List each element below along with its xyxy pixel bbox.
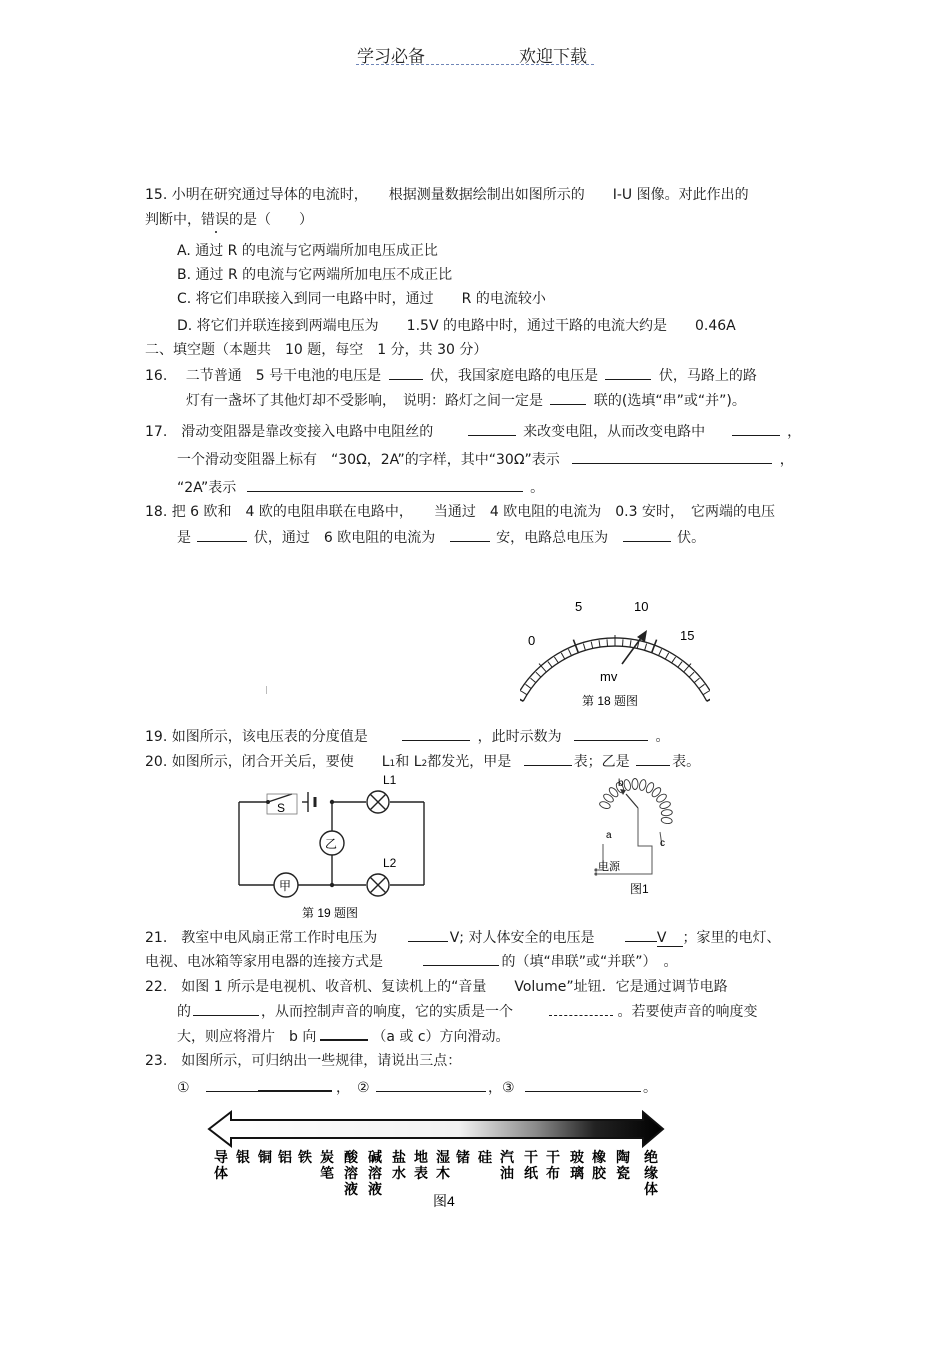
meter-tick	[521, 691, 527, 695]
meter-label-0: 0	[528, 633, 536, 648]
slider-b-icon	[626, 794, 638, 808]
meter-tick	[561, 653, 564, 659]
q17-blank-2[interactable]	[732, 422, 780, 436]
lamp-l2-icon	[367, 874, 389, 896]
q16-text-c: 伏，马路上的路	[658, 368, 757, 384]
coil-segment	[661, 809, 673, 816]
q21-text-d: 电视、电冰箱等家用电器的连接方式是	[145, 954, 383, 970]
material-label: 锗	[456, 1149, 470, 1165]
circuit-diagram	[230, 770, 440, 925]
q23-text-end: 。	[643, 1080, 658, 1096]
q20-blank-2[interactable]	[636, 752, 670, 766]
q21-text-e: 的（填“串联”或“并联”） 。	[501, 954, 678, 970]
q17-text-a: 17. 滑动变阻器是靠改变接入电路中电阻丝的	[145, 424, 434, 440]
fig1-caption: 图1	[630, 882, 649, 896]
q15-line2-c: 的是（ ）	[229, 212, 313, 228]
q17-blank-4[interactable]	[247, 478, 523, 492]
q23-line2	[177, 1077, 657, 1097]
q16-blank-2[interactable]	[605, 366, 651, 380]
q18-text-a: 是	[177, 530, 191, 546]
meter-yi-label: 乙	[325, 837, 338, 851]
q17-line3	[177, 478, 544, 497]
q22-blank-2[interactable]	[549, 1002, 613, 1016]
meter-unit: mv	[600, 669, 618, 684]
q18-text-d: 伏。	[677, 530, 706, 546]
meter-tick	[536, 672, 541, 677]
q15-option-d: D. 将它们并联连接到两端电压为 1.5V 的电路中时，通过干路的电流大约是 0.46A	[177, 318, 736, 334]
meter-tick	[526, 684, 532, 688]
q18-line2	[177, 528, 705, 547]
meter-jia-label: 甲	[279, 879, 292, 893]
meter-tick	[531, 678, 536, 683]
coil-segment	[638, 779, 646, 791]
meter-tick	[607, 639, 608, 646]
q22-line1: 22. 如图 1 所示是电视机、收音机、复读机上的“音量 Volume”址钮．它是通过调节电路	[145, 979, 728, 995]
meter-tick	[548, 662, 552, 668]
junction-top	[330, 800, 334, 804]
coil-segment	[632, 779, 638, 790]
junction-bottom	[330, 883, 334, 887]
switch-pivot	[266, 800, 270, 804]
q22-text-c: 。若要使声音的响度变	[617, 1004, 758, 1020]
q23-line1: 23. 如图所示，可归纳出一些规律，请说出三点：	[145, 1053, 462, 1069]
terminal-a-label: a	[606, 830, 612, 841]
material-label: 干纸	[524, 1149, 538, 1181]
q20-sub-2: 2	[421, 759, 428, 769]
material-labels	[214, 1149, 658, 1197]
q20-text-e: 表。	[672, 754, 701, 770]
q16-text-a: 16. 二节普通 5 号干电池的电压是	[145, 368, 382, 384]
q18-text-c: 安，电路总电压为	[496, 530, 609, 546]
q17-blank-1[interactable]	[468, 422, 516, 436]
meter-tick	[672, 657, 676, 663]
q22-line2	[177, 1002, 757, 1021]
meter-tick	[568, 649, 571, 655]
material-label: 导体	[214, 1149, 228, 1181]
potentiometer-figure	[590, 772, 700, 902]
q19-text-c: 。	[655, 729, 670, 745]
material-label: 玻璃	[570, 1149, 584, 1181]
q17-text-g: 。	[530, 480, 545, 496]
meter-tick	[630, 640, 631, 647]
material-label: 橡胶	[592, 1149, 606, 1181]
voltmeter-figure	[520, 590, 710, 720]
scan-mark	[266, 686, 267, 694]
q16-blank-3[interactable]	[550, 391, 586, 405]
q19-blank-2[interactable]	[574, 727, 648, 741]
q17-text-c: ，	[787, 424, 802, 440]
circuit-caption: 第 19 题图	[302, 906, 359, 920]
q22-text-a: 的	[177, 1004, 191, 1020]
q17-text-b: 来改变电阻，从而改变电路中	[523, 424, 706, 440]
q23-blank-1b[interactable]	[258, 1077, 332, 1092]
q19-blank-1[interactable]	[402, 727, 470, 741]
header-left: 学习必备	[357, 47, 425, 67]
material-label: 汽油	[500, 1149, 514, 1181]
q23-circle-3: ，③	[488, 1080, 515, 1096]
q19-text-a: 19. 如图所示，该电压表的分度值是	[145, 729, 368, 745]
q16-line1	[145, 366, 757, 385]
q20-blank-1[interactable]	[524, 752, 572, 766]
q22-blank-3[interactable]	[320, 1026, 368, 1041]
q23-blank-1a[interactable]	[206, 1078, 258, 1092]
battery-icon	[308, 792, 315, 812]
material-label: 绝缘体	[644, 1149, 658, 1197]
q15-line2	[145, 211, 313, 229]
meter-tick	[554, 657, 558, 663]
q17-text-f: “2A”表示	[177, 480, 237, 496]
q18-line1: 18. 把 6 欧和 4 欧的电阻串联在电路中， 当通过 4 欧电阻的电流为 0.3 安时， 它两端的电压	[145, 504, 775, 520]
q17-line1	[145, 422, 801, 441]
q16-blank-1[interactable]	[389, 366, 423, 380]
material-label: 铝	[278, 1149, 292, 1165]
q21-unit-v: V	[657, 930, 683, 947]
q23-circle-2: ， ②	[336, 1080, 370, 1096]
q18-blank-1[interactable]	[197, 528, 247, 542]
material-label: 碱溶液	[368, 1149, 382, 1197]
q15-option-c: C. 将它们串联接入到同一电路中时，通过 R 的电流较小	[177, 291, 546, 307]
q21-text-c: ；家里的电灯、	[682, 930, 781, 946]
meter-tick	[645, 644, 647, 651]
q21-text-a: 21. 教室中电风扇正常工作时电压为	[145, 930, 378, 946]
meter-tick	[665, 653, 668, 659]
meter-tick	[689, 672, 694, 677]
meter-tick	[520, 695, 523, 702]
q22-line3	[177, 1026, 510, 1046]
q20-text-d: 表；乙是	[573, 754, 630, 770]
meter-tick	[678, 662, 682, 668]
q21-text-b: V; 对人体安全的电压是	[449, 930, 595, 946]
material-label: 硅	[478, 1149, 492, 1165]
meter-tick	[591, 642, 593, 649]
q18-blank-3[interactable]	[623, 528, 671, 542]
q15-line1: 15. 小明在研究通过导体的电流时， 根据测量数据绘制出如图所示的 I-U 图像。对此作出的	[145, 187, 749, 203]
q15-option-b: B. 通过 R 的电流与它两端所加电压不成正比	[177, 267, 453, 283]
q21-blank-2[interactable]	[625, 928, 657, 942]
terminal-b-label: b	[618, 778, 624, 789]
coil-segment	[661, 817, 673, 824]
material-label: 湿木	[436, 1149, 450, 1181]
section-2-title: 二、填空题（本题共 10 题，每空 1 分，共 30 分）	[145, 342, 488, 358]
q17-text-e: ，	[779, 452, 794, 468]
q21-line2	[145, 952, 677, 971]
q23-blank-3[interactable]	[525, 1078, 641, 1092]
q21-blank-1[interactable]	[408, 928, 448, 942]
q22-text-b: ，从而控制声音的响度，它的实质是一个	[261, 1004, 513, 1020]
terminal-c-label: c	[660, 838, 665, 849]
meter-label-5: 5	[575, 599, 583, 614]
lamp-l1-icon	[367, 791, 389, 813]
meter-tick	[703, 691, 709, 695]
material-label: 铜	[258, 1149, 272, 1165]
q15-emphasis: 错误	[201, 212, 229, 228]
meter-tick	[599, 640, 600, 647]
material-label: 酸溶液	[344, 1149, 358, 1197]
q17-line2	[177, 450, 794, 469]
meter-tick	[707, 695, 710, 702]
meter-tick	[583, 644, 585, 651]
q21-line1	[145, 928, 781, 947]
material-label: 银	[236, 1149, 250, 1165]
meter-label-15: 15	[680, 628, 695, 643]
q23-blank-2[interactable]	[376, 1078, 486, 1092]
q22-text-e: （a 或 c）方向滑动。	[372, 1029, 510, 1045]
meter-label-10: 10	[634, 599, 649, 614]
q16-text-d: 灯有一盏坏了其他灯却不受影响， 说明：路灯之间一定是	[186, 393, 543, 409]
q16-text-b: 伏，我国家庭电路的电压是	[429, 368, 598, 384]
meter-tick	[694, 678, 699, 683]
q16-text-e: 联的(选填“串”或“并”)。	[593, 393, 746, 409]
q20-text-a: 20. 如图所示，闭合开关后，要使 L	[145, 754, 390, 770]
switch-label: S	[277, 801, 286, 815]
double-arrow-icon	[209, 1112, 663, 1146]
meter-tick	[699, 684, 705, 688]
q20-sub-1: 1	[389, 759, 396, 769]
lamp-l2-label: L2	[383, 856, 397, 870]
material-label: 炭笔	[320, 1149, 334, 1181]
q22-blank-1[interactable]	[193, 1002, 259, 1016]
conductor-insulator-figure	[205, 1106, 670, 1212]
material-label: 陶瓷	[616, 1149, 630, 1181]
q15-option-a: A. 通过 R 的电流与它两端所加电压成正比	[177, 243, 438, 259]
material-label: 干布	[546, 1149, 560, 1181]
header-right: 欢迎下载	[519, 47, 587, 67]
header-rule	[356, 64, 594, 65]
q23-circle-1: ①	[177, 1080, 190, 1096]
lamp-l1-label: L1	[383, 773, 397, 787]
q22-text-d: 大，则应将滑片 b 向	[177, 1029, 317, 1045]
material-label: 地表	[414, 1149, 428, 1181]
q20-text-b: 和 L	[395, 754, 422, 770]
q20-text-c: 都发光，甲是	[427, 754, 512, 770]
power-source-label: 电源	[598, 861, 620, 873]
q15-line2-a: 判断中，	[145, 212, 201, 228]
fig4-caption: 图4	[433, 1193, 455, 1209]
q17-blank-3[interactable]	[572, 450, 772, 464]
q17-text-d: 一个滑动变阻器上标有 “30Ω，2A”的字样，其中“30Ω”表示	[177, 452, 560, 468]
q16-line2	[186, 391, 746, 410]
q18-blank-2[interactable]	[450, 528, 490, 542]
material-label: 盐水	[392, 1149, 406, 1181]
q21-blank-3[interactable]	[423, 952, 499, 966]
coil-segment	[623, 779, 631, 791]
material-label: 铁	[298, 1149, 312, 1165]
resistance-coil	[599, 779, 673, 825]
meter-tick	[659, 649, 662, 655]
meter-tick	[623, 639, 624, 646]
q19-line	[145, 727, 670, 746]
q18-text-b: 伏，通过 6 欧电阻的电流为	[253, 530, 436, 546]
meter-caption: 第 18 题图	[582, 694, 639, 708]
q19-text-b: ，此时示数为	[477, 729, 562, 745]
